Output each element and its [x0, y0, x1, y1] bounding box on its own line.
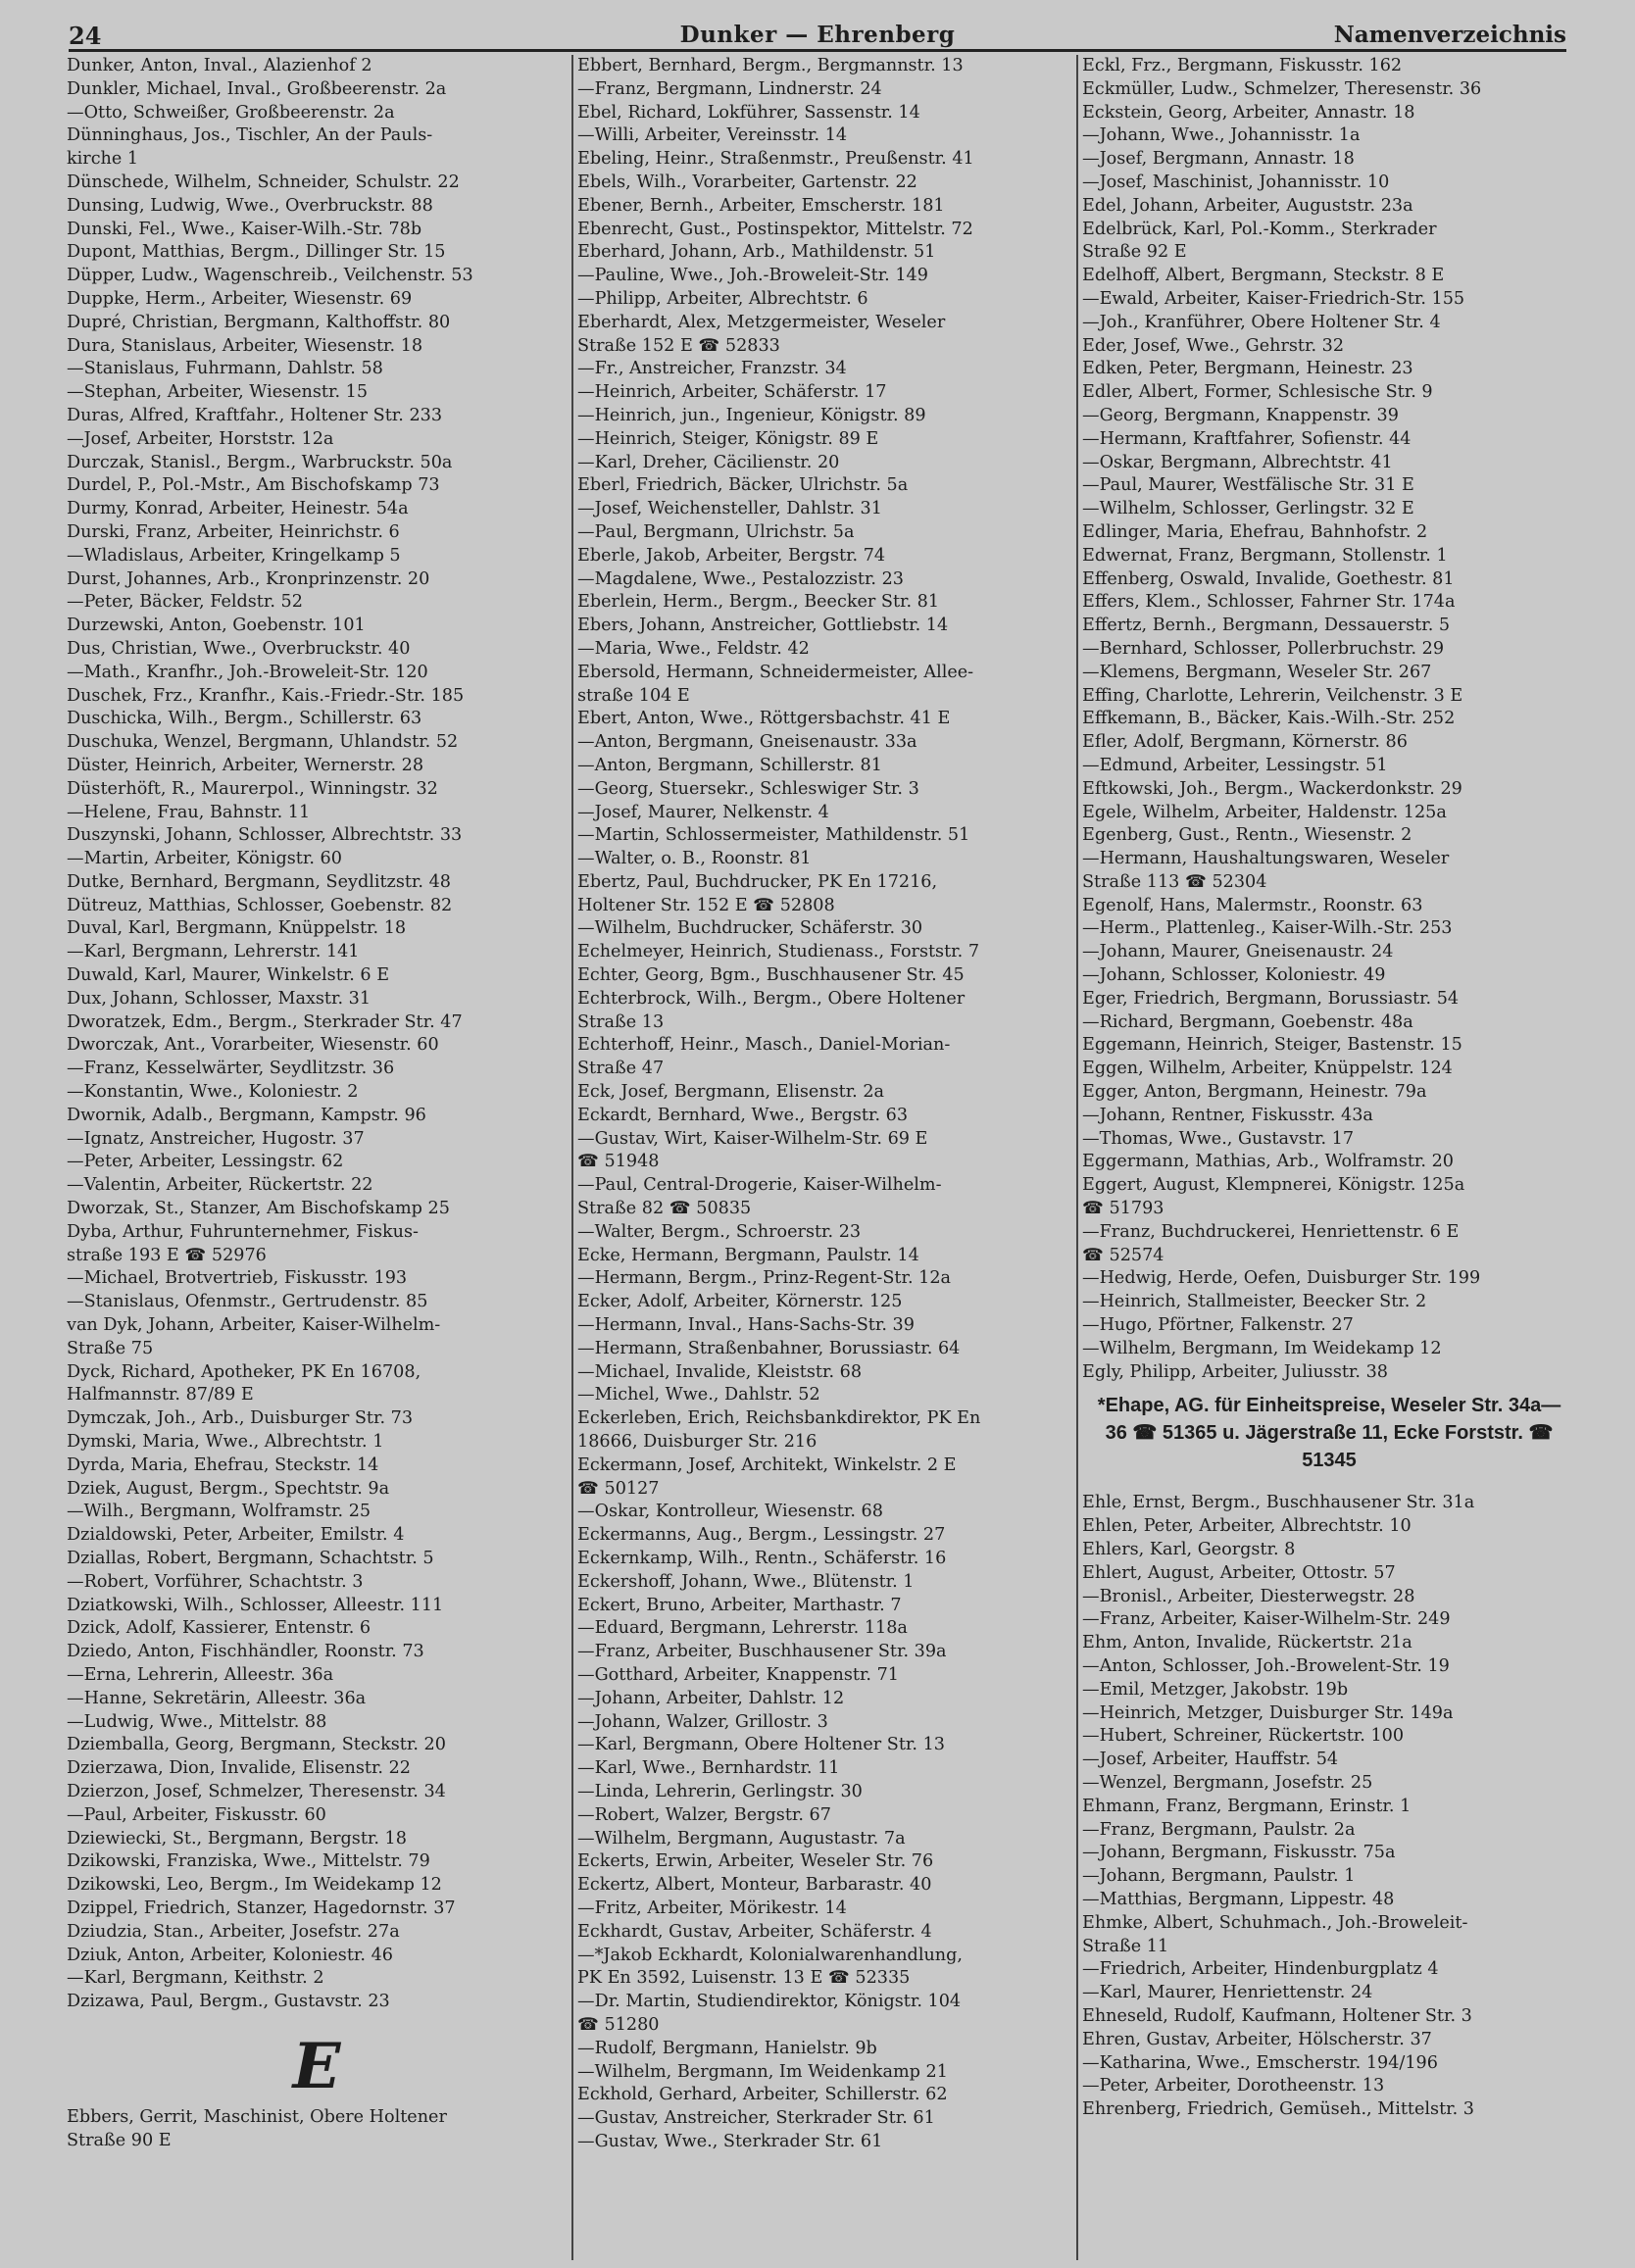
directory-entry: Echelmeyer, Heinrich, Studienass., Forststr. 7 [577, 942, 980, 962]
directory-entry: kirche 1 [67, 149, 139, 170]
directory-entry: Ebenrecht, Gust., Postinspektor, Mittelstr. 72 [577, 219, 973, 239]
directory-entry: Durmy, Konrad, Arbeiter, Heinestr. 54a [67, 499, 409, 519]
directory-entry: —Klemens, Bergmann, Weseler Str. 267 [1082, 662, 1432, 682]
directory-entry: —Wilhelm, Bergmann, Im Weidenkamp 21 [577, 2061, 948, 2082]
directory-entry: —Emil, Metzger, Jakobstr. 19b [1082, 1679, 1349, 1700]
directory-entry: —Wladislaus, Arbeiter, Kringelkamp 5 [67, 545, 401, 566]
directory-entry: Dworzak, St., Stanzer, Am Bischofskamp 25 [67, 1199, 450, 1219]
advertisement-block: *Ehape, AG. für Einheitspreise, Weseler Str. 34a—36 ☎ 51365 u. Jägerstraße 11, Ecke Forststr. ☎ 51345 [1097, 1395, 1561, 1472]
directory-entry: Edlinger, Maria, Ehefrau, Bahnhofstr. 2 [1082, 521, 1428, 542]
directory-entry: Echter, Georg, Bgm., Buschhausener Str. 45 [577, 965, 965, 986]
directory-entry: Dünschede, Wilhelm, Schneider, Schulstr. 22 [67, 172, 460, 192]
directory-entry: Ebersold, Hermann, Schneidermeister, Allee- [577, 662, 974, 682]
directory-entry: —Anton, Schlosser, Joh.-Browelent-Str. 19 [1082, 1656, 1450, 1676]
directory-entry: —Paul, Maurer, Westfälische Str. 31 E [1082, 475, 1414, 496]
directory-entry: Dwornik, Adalb., Bergmann, Kampstr. 96 [67, 1105, 426, 1125]
directory-entry: —Otto, Schweißer, Großbeerenstr. 2a [67, 102, 395, 123]
directory-entry: Ebel, Richard, Lokführer, Sassenstr. 14 [577, 102, 920, 123]
directory-entry: Duschicka, Wilh., Bergm., Schillerstr. 63 [67, 709, 422, 729]
directory-entry: —Herm., Plattenleg., Kaiser-Wilh.-Str. 253 [1082, 918, 1453, 939]
directory-entry: ☎ 51280 [577, 2014, 660, 2035]
directory-entry: —Karl, Bergmann, Keithstr. 2 [67, 1968, 324, 1989]
directory-entry: ☎ 52574 [1082, 1245, 1164, 1265]
directory-entry: Ebert, Anton, Wwe., Röttgersbachstr. 41 E [577, 709, 951, 729]
directory-entry: van Dyk, Johann, Arbeiter, Kaiser-Wilhelm- [67, 1315, 441, 1336]
directory-entry: Eberlein, Herm., Bergm., Beecker Str. 81 [577, 592, 940, 613]
directory-entry: Dyck, Richard, Apotheker, PK En 16708, [67, 1361, 421, 1382]
directory-entry: Eckermanns, Aug., Bergm., Lessingstr. 27 [577, 1525, 946, 1546]
directory-entry: Eggert, August, Klempnerei, Königstr. 125a [1082, 1175, 1465, 1196]
directory-entry: Effers, Klem., Schlosser, Fahrner Str. 174a [1082, 592, 1456, 613]
directory-entry: —Hermann, Straßenbahner, Borussiastr. 64 [577, 1338, 961, 1358]
directory-entry: Eckardt, Bernhard, Wwe., Bergstr. 63 [577, 1105, 909, 1125]
directory-entry: —Pauline, Wwe., Joh.-Broweleit-Str. 149 [577, 266, 928, 286]
directory-entry: Dunsing, Ludwig, Wwe., Overbruckstr. 88 [67, 195, 433, 216]
spacer [67, 2014, 567, 2028]
directory-entry: —Richard, Bergmann, Goebenstr. 48a [1082, 1011, 1413, 1032]
directory-entry: Duval, Karl, Bergmann, Knüppelstr. 18 [67, 918, 407, 939]
directory-entry: —Robert, Walzer, Bergstr. 67 [577, 1804, 831, 1825]
directory-entry: —Johann, Rentner, Fiskusstr. 43a [1082, 1105, 1373, 1125]
directory-entry: Ehneseld, Rudolf, Kaufmann, Holtener Str. 3 [1082, 2005, 1472, 2026]
directory-entry: Dunkler, Michael, Inval., Großbeerenstr. 2a [67, 78, 447, 99]
directory-entry: Dus, Christian, Wwe., Overbruckstr. 40 [67, 638, 411, 659]
directory-entry: Eggemann, Heinrich, Steiger, Bastenstr. 15 [1082, 1035, 1462, 1056]
directory-entry: Dutke, Bernhard, Bergmann, Seydlitzstr. 48 [67, 871, 451, 892]
directory-entry: —Heinrich, Steiger, Königstr. 89 E [577, 428, 879, 449]
directory-entry: —Heinrich, jun., Ingenieur, Königstr. 89 [577, 405, 926, 425]
directory-entry: —Walter, Bergm., Schroerstr. 23 [577, 1221, 862, 1242]
directory-entry: —Wilhelm, Bergmann, Im Weidekamp 12 [1082, 1338, 1442, 1358]
directory-entry: Effing, Charlotte, Lehrerin, Veilchenstr. 3 E [1082, 685, 1463, 706]
directory-entry: —Katharina, Wwe., Emscherstr. 194/196 [1082, 2052, 1438, 2073]
directory-entry: Dyba, Arthur, Fuhrunternehmer, Fiskus- [67, 1221, 419, 1242]
directory-entry: —Konstantin, Wwe., Koloniestr. 2 [67, 1082, 359, 1103]
directory-entry: Echterbrock, Wilh., Bergm., Obere Holtener [577, 988, 966, 1009]
directory-entry: 18666, Duisburger Str. 216 [577, 1432, 818, 1453]
directory-entry: Straße 75 [67, 1338, 154, 1358]
directory-entry: —Martin, Arbeiter, Königstr. 60 [67, 849, 342, 869]
directory-entry: Ehmke, Albert, Schuhmach., Joh.-Broweleit- [1082, 1912, 1468, 1933]
directory-entry: —Josef, Arbeiter, Hauffstr. 54 [1082, 1750, 1339, 1770]
directory-entry: —Ignatz, Anstreicher, Hugostr. 37 [67, 1128, 365, 1149]
directory-entry: Eger, Friedrich, Bergmann, Borussiastr. 54 [1082, 988, 1460, 1009]
directory-entry: —Johann, Walzer, Grillostr. 3 [577, 1711, 828, 1732]
directory-entry: Straße 92 E [1082, 242, 1187, 263]
directory-entry: —Karl, Dreher, Cäcilienstr. 20 [577, 452, 840, 472]
directory-entry: Dupont, Matthias, Bergm., Dillinger Str. 15 [67, 242, 446, 263]
directory-entry: Dziedo, Anton, Fischhändler, Roonstr. 73 [67, 1642, 424, 1662]
directory-entry: Eckernkamp, Wilh., Rentn., Schäferstr. 16 [577, 1549, 947, 1568]
directory-entry: —Karl, Maurer, Henriettenstr. 24 [1082, 1983, 1373, 2003]
directory-entry: Ehrenberg, Friedrich, Gemüseh., Mittelstr. 3 [1082, 2099, 1474, 2120]
page-number: 24 [69, 22, 102, 50]
directory-entry: —Johann, Maurer, Gneisenaustr. 24 [1082, 942, 1394, 962]
directory-entry: —Josef, Maurer, Nelkenstr. 4 [577, 802, 829, 822]
directory-entry: —Gustav, Wirt, Kaiser-Wilhelm-Str. 69 E [577, 1128, 928, 1149]
directory-entry: —Bronisl., Arbeiter, Diesterwegstr. 28 [1082, 1586, 1415, 1606]
directory-entry: —Franz, Bergmann, Paulstr. 2a [1082, 1819, 1356, 1840]
directory-entry: Eck, Josef, Bergmann, Elisenstr. 2a [577, 1082, 885, 1103]
directory-entry: —Ludwig, Wwe., Mittelstr. 88 [67, 1711, 327, 1732]
directory-entry: —Fr., Anstreicher, Franzstr. 34 [577, 359, 847, 379]
directory-entry: Ehlen, Peter, Arbeiter, Albrechtstr. 10 [1082, 1516, 1412, 1537]
column-3 [1076, 55, 1576, 2260]
directory-entry: Dworatzek, Edm., Bergm., Sterkrader Str. 47 [67, 1011, 463, 1032]
directory-entry: —Helene, Frau, Bahnstr. 11 [67, 802, 311, 822]
directory-entry: Eckl, Frz., Bergmann, Fiskusstr. 162 [1082, 56, 1403, 75]
directory-entry: —Magdalene, Wwe., Pestalozzistr. 23 [577, 568, 904, 589]
directory-entry: Dzierzon, Josef, Schmelzer, Theresenstr. 34 [67, 1781, 446, 1801]
directory-entry: Eder, Josef, Wwe., Gehrstr. 32 [1082, 335, 1345, 356]
directory-entry: Eberl, Friedrich, Bäcker, Ulrichstr. 5a [577, 475, 909, 496]
directory-entry: Durczak, Stanisl., Bergm., Warbruckstr. 50a [67, 452, 453, 472]
directory-entry: —Johann, Bergmann, Fiskusstr. 75a [1082, 1843, 1396, 1863]
directory-entry: Eckhardt, Gustav, Arbeiter, Schäferstr. 4 [577, 1921, 932, 1942]
directory-entry: Eberhardt, Alex, Metzgermeister, Weseler [577, 312, 946, 332]
directory-entry: —Paul, Arbeiter, Fiskusstr. 60 [67, 1804, 326, 1825]
directory-entry: Ebbers, Gerrit, Maschinist, Obere Holtener [67, 2106, 447, 2127]
directory-entry: Dworczak, Ant., Vorarbeiter, Wiesenstr. 60 [67, 1035, 439, 1056]
directory-entry: —Hubert, Schreiner, Rückertstr. 100 [1082, 1726, 1405, 1747]
directory-entry: Edelhoff, Albert, Bergmann, Steckstr. 8 E [1082, 266, 1445, 286]
directory-entry: —Johann, Bergmann, Paulstr. 1 [1082, 1866, 1356, 1887]
directory-entry: Dzierzawa, Dion, Invalide, Elisenstr. 22 [67, 1758, 411, 1779]
directory-entry: Dura, Stanislaus, Arbeiter, Wiesenstr. 18 [67, 335, 423, 356]
directory-entry: Dzizawa, Paul, Bergm., Gustavstr. 23 [67, 1992, 390, 2012]
directory-entry: —Hermann, Inval., Hans-Sachs-Str. 39 [577, 1315, 915, 1336]
page-title: Dunker — Ehrenberg [679, 22, 956, 48]
directory-entry: Dunski, Fel., Wwe., Kaiser-Wilh.-Str. 78b [67, 219, 422, 239]
directory-entry: Duschuka, Wenzel, Bergmann, Uhlandstr. 52 [67, 732, 459, 753]
directory-entry: Eggen, Wilhelm, Arbeiter, Knüppelstr. 124 [1082, 1059, 1453, 1079]
directory-entry: —Oskar, Bergmann, Albrechtstr. 41 [1082, 452, 1393, 472]
directory-entry: —Hugo, Pförtner, Falkenstr. 27 [1082, 1315, 1354, 1336]
directory-entry: Efler, Adolf, Bergmann, Körnerstr. 86 [1082, 732, 1408, 753]
directory-entry: Dziallas, Robert, Bergmann, Schachtstr. 5 [67, 1549, 434, 1568]
directory-entry: Eckhold, Gerhard, Arbeiter, Schillerstr. 62 [577, 2085, 948, 2105]
directory-entry: —Heinrich, Stallmeister, Beecker Str. 2 [1082, 1292, 1427, 1312]
directory-entry: —Josef, Bergmann, Annastr. 18 [1082, 149, 1355, 170]
directory-entry: Straße 113 ☎ 52304 [1082, 871, 1267, 892]
directory-entry: —Linda, Lehrerin, Gerlingstr. 30 [577, 1781, 863, 1801]
directory-entry: —Johann, Arbeiter, Dahlstr. 12 [577, 1688, 845, 1708]
directory-entry: Straße 152 E ☎ 52833 [577, 335, 780, 356]
directory-entry: Dymczak, Joh., Arb., Duisburger Str. 73 [67, 1408, 414, 1429]
directory-entry: Dütreuz, Matthias, Schlosser, Goebenstr. 82 [67, 895, 453, 915]
directory-entry: —Hermann, Bergm., Prinz-Regent-Str. 12a [577, 1268, 952, 1289]
directory-entry: Ehren, Gustav, Arbeiter, Hölscherstr. 37 [1082, 2029, 1432, 2049]
directory-entry: —Karl, Bergmann, Obere Holtener Str. 13 [577, 1735, 945, 1755]
directory-entry: straße 104 E [577, 685, 690, 706]
directory-entry: —Philipp, Arbeiter, Albrechtstr. 6 [577, 288, 868, 309]
directory-entry: Eggermann, Mathias, Arb., Wolframstr. 20 [1082, 1152, 1454, 1172]
directory-entry: —Dr. Martin, Studiendirektor, Königstr. 104 [577, 1992, 962, 2012]
directory-entry: Edwernat, Franz, Bergmann, Stollenstr. 1 [1082, 545, 1448, 566]
directory-entry: Ebeling, Heinr., Straßenmstr., Preußenstr. 41 [577, 149, 974, 170]
directory-entry: Ebbert, Bernhard, Bergm., Bergmannstr. 13 [577, 56, 964, 75]
directory-entry: Dünninghaus, Jos., Tischler, An der Pauls- [67, 125, 433, 146]
directory-entry: —Stephan, Arbeiter, Wiesenstr. 15 [67, 382, 369, 403]
directory-entry: Straße 47 [577, 1059, 665, 1079]
directory-entry: Ehlers, Karl, Georgstr. 8 [1082, 1540, 1296, 1560]
directory-entry: —Wilhelm, Buchdrucker, Schäferstr. 30 [577, 918, 923, 939]
section-initial-letter: E [292, 2029, 341, 2103]
section-title: Namenverzeichnis [1333, 22, 1566, 48]
directory-entry: Eckert, Bruno, Arbeiter, Marthastr. 7 [577, 1595, 902, 1615]
column-1 [67, 55, 567, 2153]
directory-entry: Eckstein, Georg, Arbeiter, Annastr. 18 [1082, 102, 1415, 123]
directory-entry: Edler, Albert, Former, Schlesische Str. 9 [1082, 382, 1433, 403]
directory-entry: Duppke, Herm., Arbeiter, Wiesenstr. 69 [67, 288, 413, 309]
directory-entry: Eftkowski, Joh., Bergm., Wackerdonkstr. 29 [1082, 778, 1462, 799]
directory-entry: Effenberg, Oswald, Invalide, Goethestr. 81 [1082, 568, 1455, 589]
column-2 [571, 55, 1077, 2260]
directory-entry: —Johann, Wwe., Johannisstr. 1a [1082, 125, 1361, 146]
directory-entry: Dux, Johann, Schlosser, Maxstr. 31 [67, 988, 372, 1009]
directory-entry: Ecke, Hermann, Bergmann, Paulstr. 14 [577, 1245, 919, 1265]
directory-entry: —Gustav, Anstreicher, Sterkrader Str. 61 [577, 2108, 935, 2129]
directory-entry: —Martin, Schlossermeister, Mathildenstr. 51 [577, 825, 970, 846]
directory-entry: Dziuk, Anton, Arbeiter, Koloniestr. 46 [67, 1945, 393, 1965]
directory-entry: straße 193 E ☎ 52976 [67, 1245, 267, 1265]
directory-entry: —Gustav, Wwe., Sterkrader Str. 61 [577, 2131, 883, 2151]
directory-entry: Durzewski, Anton, Goebenstr. 101 [67, 616, 366, 636]
directory-entry: Eckertz, Albert, Monteur, Barbarastr. 40 [577, 1875, 932, 1896]
directory-entry: Eckerleben, Erich, Reichsbankdirektor, PK En [577, 1408, 981, 1429]
directory-entry: Egenolf, Hans, Malermstr., Roonstr. 63 [1082, 895, 1423, 915]
directory-entry: Ebertz, Paul, Buchdrucker, PK En 17216, [577, 871, 938, 892]
directory-entry: Eberle, Jakob, Arbeiter, Bergstr. 74 [577, 545, 886, 566]
directory-entry: —Heinrich, Arbeiter, Schäferstr. 17 [577, 382, 887, 403]
directory-entry: Duszynski, Johann, Schlosser, Albrechtstr. 33 [67, 825, 463, 846]
directory-entry: —Eduard, Bergmann, Lehrerstr. 118a [577, 1618, 908, 1639]
directory-entry: —Heinrich, Metzger, Duisburger Str. 149a [1082, 1702, 1454, 1723]
directory-entry: Edel, Johann, Arbeiter, Auguststr. 23a [1082, 195, 1413, 216]
directory-entry: Holtener Str. 152 E ☎ 52808 [577, 895, 835, 915]
directory-entry: —Josef, Weichensteller, Dahlstr. 31 [577, 499, 882, 519]
directory-entry: Dupré, Christian, Bergmann, Kalthoffstr. 80 [67, 312, 451, 332]
directory-entry: —Karl, Wwe., Bernhardstr. 11 [577, 1758, 840, 1779]
directory-entry: —Friedrich, Arbeiter, Hindenburgplatz 4 [1082, 1959, 1439, 1980]
directory-entry: —Peter, Arbeiter, Dorotheenstr. 13 [1082, 2076, 1385, 2096]
directory-entry: Eckerts, Erwin, Arbeiter, Weseler Str. 76 [577, 1851, 934, 1872]
directory-entry: —Edmund, Arbeiter, Lessingstr. 51 [1082, 755, 1388, 775]
directory-entry: Dzikowski, Leo, Bergm., Im Weidekamp 12 [67, 1875, 442, 1896]
directory-entry: —Wilh., Bergmann, Wolframstr. 25 [67, 1502, 372, 1522]
page-header [69, 20, 1566, 52]
directory-entry: —Franz, Arbeiter, Kaiser-Wilhelm-Str. 249 [1082, 1609, 1451, 1630]
directory-entry: Echterhoff, Heinr., Masch., Daniel-Morian- [577, 1035, 951, 1056]
directory-entry: —Anton, Bergmann, Gneisenaustr. 33a [577, 732, 917, 753]
directory-entry: —Michel, Wwe., Dahlstr. 52 [577, 1385, 820, 1405]
directory-entry: Ecker, Adolf, Arbeiter, Körnerstr. 125 [577, 1292, 903, 1312]
directory-entry: —Georg, Bergmann, Knappenstr. 39 [1082, 405, 1399, 425]
directory-entry: PK En 3592, Luisenstr. 13 E ☎ 52335 [577, 1968, 911, 1989]
directory-entry: —Hedwig, Herde, Oefen, Duisburger Str. 199 [1082, 1268, 1481, 1289]
directory-entry: Ehmann, Franz, Bergmann, Erinstr. 1 [1082, 1796, 1412, 1816]
directory-entry: —Wilhelm, Bergmann, Augustastr. 7a [577, 1828, 906, 1849]
directory-entry: —Gotthard, Arbeiter, Knappenstr. 71 [577, 1664, 900, 1685]
directory-entry: Ebers, Johann, Anstreicher, Gottliebstr. 14 [577, 616, 949, 636]
directory-entry: Duschek, Frz., Kranfhr., Kais.-Friedr.-Str. 185 [67, 685, 465, 706]
directory-entry: Dziewiecki, St., Bergmann, Bergstr. 18 [67, 1828, 407, 1849]
directory-entry: Dzick, Adolf, Kassierer, Entenstr. 6 [67, 1618, 372, 1639]
directory-entry: Dziatkowski, Wilh., Schlosser, Alleestr. 111 [67, 1595, 444, 1615]
directory-entry: —Karl, Bergmann, Lehrerstr. 141 [67, 942, 360, 962]
directory-entry: —Franz, Arbeiter, Buschhausener Str. 39a [577, 1642, 947, 1662]
directory-entry: —Ewald, Arbeiter, Kaiser-Friedrich-Str. 155 [1082, 288, 1465, 309]
directory-entry: —Peter, Bäcker, Feldstr. 52 [67, 592, 303, 613]
directory-entry: Egly, Philipp, Arbeiter, Juliusstr. 38 [1082, 1361, 1388, 1382]
directory-entry: Dzialdowski, Peter, Arbeiter, Emilstr. 4 [67, 1525, 405, 1546]
directory-entry: —Bernhard, Schlosser, Pollerbruchstr. 29 [1082, 638, 1445, 659]
directory-entry: —Josef, Maschinist, Johannisstr. 10 [1082, 172, 1390, 192]
directory-entry: Dymski, Maria, Wwe., Albrechtstr. 1 [67, 1432, 384, 1453]
directory-entry: Ehm, Anton, Invalide, Rückertstr. 21a [1082, 1633, 1412, 1653]
directory-entry: Düpper, Ludw., Wagenschreib., Veilchenstr. 53 [67, 266, 473, 286]
directory-entry: Durski, Franz, Arbeiter, Heinrichstr. 6 [67, 521, 400, 542]
directory-entry: Durdel, P., Pol.-Mstr., Am Bischofskamp 73 [67, 475, 440, 496]
directory-entry: —Willi, Arbeiter, Vereinsstr. 14 [577, 125, 848, 146]
directory-entry: —Erna, Lehrerin, Alleestr. 36a [67, 1664, 334, 1685]
directory-entry: —Robert, Vorführer, Schachtstr. 3 [67, 1571, 364, 1592]
directory-entry: Straße 90 E [67, 2130, 172, 2150]
directory-entry: Dzippel, Friedrich, Stanzer, Hagedornstr. 37 [67, 1898, 456, 1918]
directory-entry: —Michael, Invalide, Kleiststr. 68 [577, 1361, 863, 1382]
directory-entry: —Stanislaus, Ofenmstr., Gertrudenstr. 85 [67, 1292, 428, 1312]
directory-entry: —Fritz, Arbeiter, Mörikestr. 14 [577, 1898, 847, 1918]
directory-entry: Dzikowski, Franziska, Wwe., Mittelstr. 79 [67, 1851, 430, 1872]
directory-entry: —Wenzel, Bergmann, Josefstr. 25 [1082, 1772, 1373, 1793]
directory-entry: —Michael, Brotvertrieb, Fiskusstr. 193 [67, 1268, 408, 1289]
directory-entry: Duwald, Karl, Maurer, Winkelstr. 6 E [67, 965, 390, 986]
directory-entry: —Josef, Arbeiter, Horststr. 12a [67, 428, 334, 449]
directory-entry: Effertz, Bernh., Bergmann, Dessauerstr. 5 [1082, 616, 1451, 636]
directory-entry: —*Jakob Eckhardt, Kolonialwarenhandlung, [577, 1945, 963, 1965]
directory-entry: —Paul, Bergmann, Ulrichstr. 5a [577, 521, 855, 542]
directory-entry: ☎ 51948 [577, 1152, 660, 1172]
directory-entry: Halfmannstr. 87/89 E [67, 1385, 254, 1405]
directory-entry: —Hermann, Haushaltungswaren, Weseler [1082, 849, 1450, 869]
directory-entry: —Maria, Wwe., Feldstr. 42 [577, 638, 810, 659]
directory-entry: Egele, Wilhelm, Arbeiter, Haldenstr. 125a [1082, 802, 1447, 822]
directory-entry: —Paul, Central-Drogerie, Kaiser-Wilhelm- [577, 1175, 942, 1196]
directory-entry: —Hanne, Sekretärin, Alleestr. 36a [67, 1688, 367, 1708]
directory-entry: —Franz, Buchdruckerei, Henriettenstr. 6 E [1082, 1221, 1460, 1242]
directory-entry: —Stanislaus, Fuhrmann, Dahlstr. 58 [67, 359, 383, 379]
directory-entry: Ehle, Ernst, Bergm., Buschhausener Str. 31a [1082, 1493, 1475, 1513]
directory-entry: —Georg, Stuersekr., Schleswiger Str. 3 [577, 778, 919, 799]
directory-entry: Eckermann, Josef, Architekt, Winkelstr. 2 E [577, 1454, 957, 1475]
directory-entry: —Rudolf, Bergmann, Hanielstr. 9b [577, 2038, 877, 2058]
directory-entry: ☎ 50127 [577, 1478, 660, 1499]
directory-entry: Eckmüller, Ludw., Schmelzer, Theresenstr. 36 [1082, 78, 1482, 99]
directory-entry: —Valentin, Arbeiter, Rückertstr. 22 [67, 1175, 373, 1196]
directory-entry: Durst, Johannes, Arb., Kronprinzenstr. 20 [67, 568, 430, 589]
directory-entry: Eberhard, Johann, Arb., Mathildenstr. 51 [577, 242, 936, 263]
directory-entry: Dziemballa, Georg, Bergmann, Steckstr. 20 [67, 1735, 446, 1755]
directory-entry: Egger, Anton, Bergmann, Heinestr. 79a [1082, 1082, 1427, 1103]
directory-entry: —Math., Kranfhr., Joh.-Broweleit-Str. 120 [67, 662, 428, 682]
directory-entry: Dziudzia, Stan., Arbeiter, Josefstr. 27a [67, 1921, 400, 1942]
directory-entry: Düsterhöft, R., Maurerpol., Winningstr. 32 [67, 778, 438, 799]
directory-entry: Dyrda, Maria, Ehefrau, Steckstr. 14 [67, 1454, 379, 1475]
directory-entry: —Joh., Kranführer, Obere Holtener Str. 4 [1082, 312, 1441, 332]
directory-entry: Dziek, August, Bergm., Spechtstr. 9a [67, 1478, 390, 1499]
directory-entry: Edken, Peter, Bergmann, Heinestr. 23 [1082, 359, 1413, 379]
directory-entry: —Johann, Schlosser, Koloniestr. 49 [1082, 965, 1386, 986]
directory-entry: —Anton, Bergmann, Schillerstr. 81 [577, 755, 882, 775]
directory-entry: —Peter, Arbeiter, Lessingstr. 62 [67, 1152, 344, 1172]
directory-entry: Eckershoff, Johann, Wwe., Blütenstr. 1 [577, 1571, 915, 1592]
directory-entry: Ehlert, August, Arbeiter, Ottostr. 57 [1082, 1562, 1396, 1583]
directory-entry: —Walter, o. B., Roonstr. 81 [577, 849, 812, 869]
directory-entry: Egenberg, Gust., Rentn., Wiesenstr. 2 [1082, 825, 1412, 846]
directory-entry: —Matthias, Bergmann, Lippestr. 48 [1082, 1889, 1395, 1909]
directory-entry: Straße 13 [577, 1011, 665, 1032]
directory-entry: Dunker, Anton, Inval., Alazienhof 2 [67, 56, 372, 75]
directory-entry: —Oskar, Kontrolleur, Wiesenstr. 68 [577, 1502, 883, 1522]
directory-entry: Effkemann, B., Bäcker, Kais.-Wilh.-Str. 252 [1082, 709, 1456, 729]
directory-entry: —Wilhelm, Schlosser, Gerlingstr. 32 E [1082, 499, 1414, 519]
directory-entry: Ebels, Wilh., Vorarbeiter, Gartenstr. 22 [577, 172, 917, 192]
directory-entry: Düster, Heinrich, Arbeiter, Wernerstr. 28 [67, 755, 424, 775]
directory-entry: Straße 11 [1082, 1936, 1169, 1956]
directory-entry: —Franz, Kesselwärter, Seydlitzstr. 36 [67, 1059, 395, 1079]
directory-entry: —Franz, Bergmann, Lindnerstr. 24 [577, 78, 882, 99]
directory-entry: —Thomas, Wwe., Gustavstr. 17 [1082, 1128, 1355, 1149]
directory-entry: Duras, Alfred, Kraftfahr., Holtener Str. 233 [67, 405, 443, 425]
directory-entry: Straße 82 ☎ 50835 [577, 1199, 752, 1219]
directory-entry: Ebener, Bernh., Arbeiter, Emscherstr. 181 [577, 195, 945, 216]
directory-entry: Edelbrück, Karl, Pol.-Komm., Sterkrader [1082, 219, 1437, 239]
directory-entry: ☎ 51793 [1082, 1199, 1164, 1219]
directory-entry: —Hermann, Kraftfahrer, Sofienstr. 44 [1082, 428, 1412, 449]
